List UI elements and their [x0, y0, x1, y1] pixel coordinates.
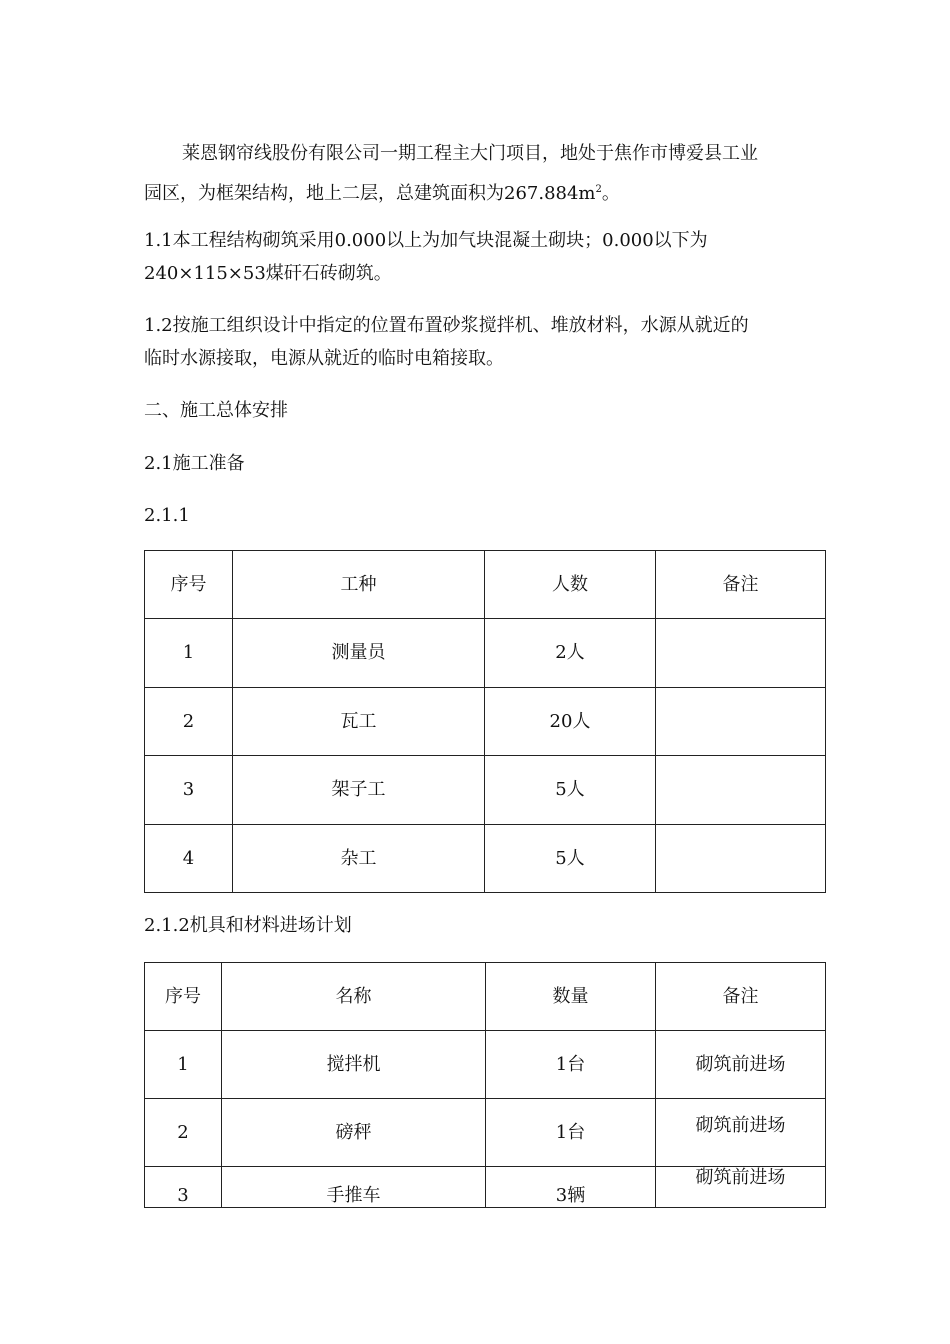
header-cell: 备注 — [656, 963, 826, 1031]
table-row — [145, 1167, 826, 1208]
labor-table — [144, 550, 826, 893]
table-header-row — [145, 963, 826, 1031]
table-cell: 2人 — [485, 619, 656, 688]
table-cell: 5人 — [485, 756, 656, 825]
header-cell: 人数 — [485, 551, 656, 619]
area-unit-superscript: 2 — [595, 184, 602, 195]
section-1-1-line-2: 240×115×53煤矸石砖砌筑。 — [144, 263, 392, 284]
equipment-table — [144, 962, 826, 1208]
heading-2: 二、施工总体安排 — [144, 400, 288, 421]
table-cell: 测量员 — [233, 619, 485, 688]
header-cell: 工种 — [233, 551, 485, 619]
table-cell: 1 — [145, 1031, 222, 1099]
header-cell: 备注 — [656, 551, 826, 619]
table-cell: 手推车 — [222, 1167, 486, 1208]
table-cell: 磅秤 — [222, 1099, 486, 1167]
table-row — [145, 619, 826, 688]
table-cell: 2 — [145, 688, 233, 756]
table-cell: 20人 — [485, 688, 656, 756]
table-row — [145, 688, 826, 756]
table-cell: 1台 — [486, 1031, 656, 1099]
table-cell: 砌筑前进场 — [656, 1167, 826, 1208]
table-cell: 砌筑前进场 — [656, 1031, 826, 1099]
table-cell — [656, 825, 826, 893]
header-cell: 数量 — [486, 963, 656, 1031]
table-cell: 2 — [145, 1099, 222, 1167]
table-cell: 1 — [145, 619, 233, 688]
header-cell: 序号 — [145, 551, 233, 619]
table-cell: 5人 — [485, 825, 656, 893]
section-1-1-line-1: 1.1本工程结构砌筑采用0.000以上为加气块混凝土砌块；0.000以下为 — [144, 230, 708, 251]
intro-line-2 — [144, 182, 620, 206]
table-cell: 3 — [145, 756, 233, 825]
heading-2-1-1: 2.1.1 — [144, 505, 190, 526]
table-cell — [656, 619, 826, 688]
table-cell: 杂工 — [233, 825, 485, 893]
table-row — [145, 1031, 826, 1099]
table-header-row — [145, 551, 826, 619]
table-cell: 搅拌机 — [222, 1031, 486, 1099]
table-row — [145, 756, 826, 825]
table-cell: 砌筑前进场 — [656, 1099, 826, 1167]
heading-2-1-2: 2.1.2机具和材料进场计划 — [144, 915, 352, 936]
intro-line-2-text: 园区，为框架结构，地上二层，总建筑面积为267.884m — [144, 183, 596, 204]
header-cell: 名称 — [222, 963, 486, 1031]
table-cell: 1台 — [486, 1099, 656, 1167]
table-cell — [656, 756, 826, 825]
intro-line-1: 莱恩钢帘线股份有限公司一期工程主大门项目，地处于焦作市博爱县工业 — [182, 143, 758, 164]
intro-line-2-end: 。 — [601, 183, 620, 204]
header-cell: 序号 — [145, 963, 222, 1031]
table-row — [145, 825, 826, 893]
table-cell: 瓦工 — [233, 688, 485, 756]
table-cell: 4 — [145, 825, 233, 893]
heading-2-1: 2.1施工准备 — [144, 453, 245, 474]
table-cell: 3辆 — [486, 1167, 656, 1208]
section-1-2-line-2: 临时水源接取，电源从就近的临时电箱接取。 — [144, 348, 504, 369]
table-cell: 3 — [145, 1167, 222, 1208]
section-1-2-line-1: 1.2按施工组织设计中指定的位置布置砂浆搅拌机、堆放材料，水源从就近的 — [144, 315, 749, 336]
table-cell — [656, 688, 826, 756]
table-row — [145, 1099, 826, 1167]
table-cell: 架子工 — [233, 756, 485, 825]
